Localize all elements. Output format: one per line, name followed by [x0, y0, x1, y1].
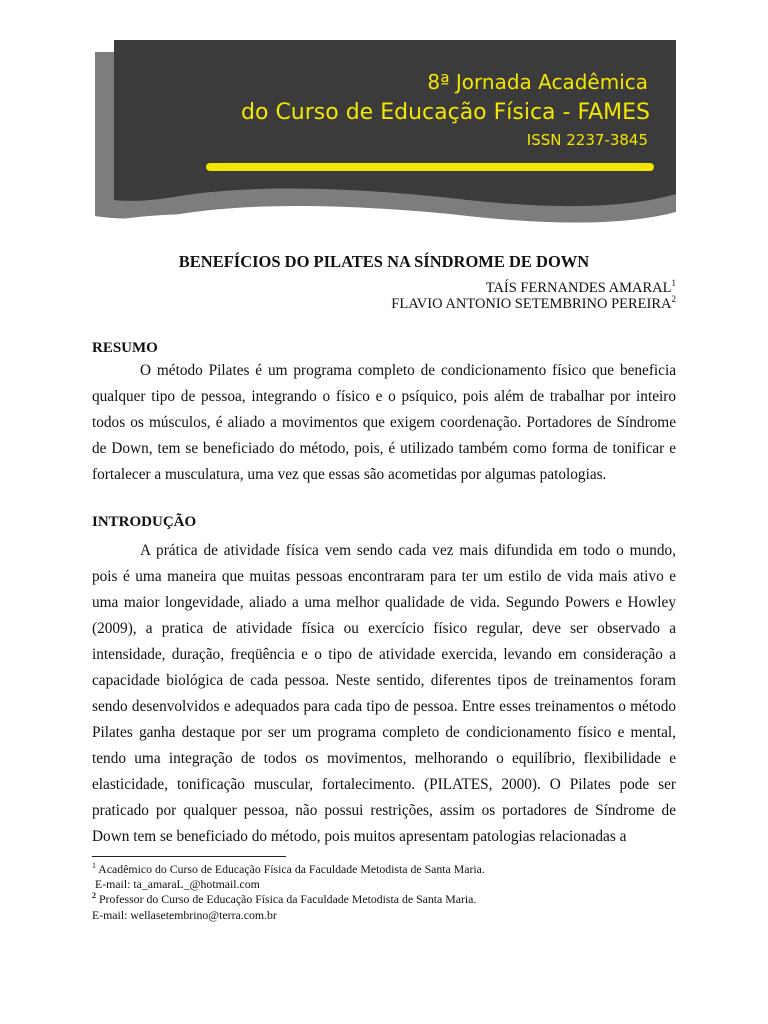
banner-yellow-bar	[206, 163, 654, 171]
footnote-2-email: E-mail: wellasetembrino@terra.com.br	[92, 908, 277, 922]
banner-issn: ISSN 2237-3845	[526, 131, 648, 149]
resumo-heading: RESUMO	[92, 340, 158, 356]
banner-event-title: 8ª Jornada Acadêmica	[427, 70, 648, 94]
footnote-2-text: Professor do Curso de Educação Física da Faculdade Metodista de Santa Maria.	[96, 892, 477, 906]
banner-course-name: do Curso de Educação Física - FAMES	[241, 100, 650, 125]
author-1	[486, 280, 676, 297]
footnote-1-mark: 1	[92, 861, 96, 871]
footnote-separator	[92, 856, 286, 857]
author-1-footnote-mark: 1	[671, 278, 676, 289]
introducao-paragraph: A prática de atividade física vem sendo cada vez mais difundida em todo o mundo, pois é uma maneira que muitas pessoas encontraram para ter um estilo de vida mais ativo e uma maior longevidade, aliado a uma melhor qualidade de vida. Segundo Powers e Howley (2009), a pratica de atividade física ou exercício físico regular, deve ser observado a intensidade, duração, freqüência e o tipo de atividade exercida, levando em consideração a capacidade biológica de cada pessoa. Neste sentido, diferentes tipos de treinamentos foram sendo desenvolvidos e adequados para cada tipo de pessoa. Entre esses treinamentos o método Pilates ganha destaque por ser um programa completo de condicionamento físico e mental, tendo uma integração de todos os movimentos, melhorando o equilíbrio, flexibilidade e elasticidade, tonificação muscular, fortalecimento. (PILATES, 2000). O Pilates pode ser praticado por qualquer pessoa, não possui restrições, assim os portadores de Síndrome de Down tem se beneficiado do método, pois muitos apresentam patologias relacionadas a	[92, 542, 676, 845]
footnote-1-email: E-mail: ta_amaraL_@hotmail.com	[95, 877, 260, 891]
introducao-heading: INTRODUÇÃO	[92, 514, 197, 530]
footnote-2-mark: 2	[92, 891, 96, 901]
resumo-paragraph: O método Pilates é um programa completo de condicionamento físico que beneficia qualquer tipo de pessoa, integrando o físico e o psíquico, pois além de trabalhar por inteiro todos os músculos, é aliado a movimentos que exigem coordenação. Portadores de Síndrome de Down, tem se beneficiado do método, pois, é utilizado também como forma de tonificar e fortalecer a musculatura, uma vez que essas são acometidas por algumas patologias.	[92, 362, 676, 483]
author-2-footnote-mark: 2	[671, 294, 676, 305]
footnote-1	[92, 862, 485, 877]
footnote-1-text: Acadêmico do Curso de Educação Física da Faculdade Metodista de Santa Maria.	[96, 862, 485, 876]
paper-title: BENEFÍCIOS DO PILATES NA SÍNDROME DE DOWN	[178, 252, 590, 271]
author-2-name: FLAVIO ANTONIO SETEMBRINO PEREIRA	[391, 296, 672, 312]
footnote-2	[92, 892, 476, 907]
author-1-name: TAÍS FERNANDES AMARAL	[485, 280, 672, 296]
author-2	[391, 296, 676, 313]
